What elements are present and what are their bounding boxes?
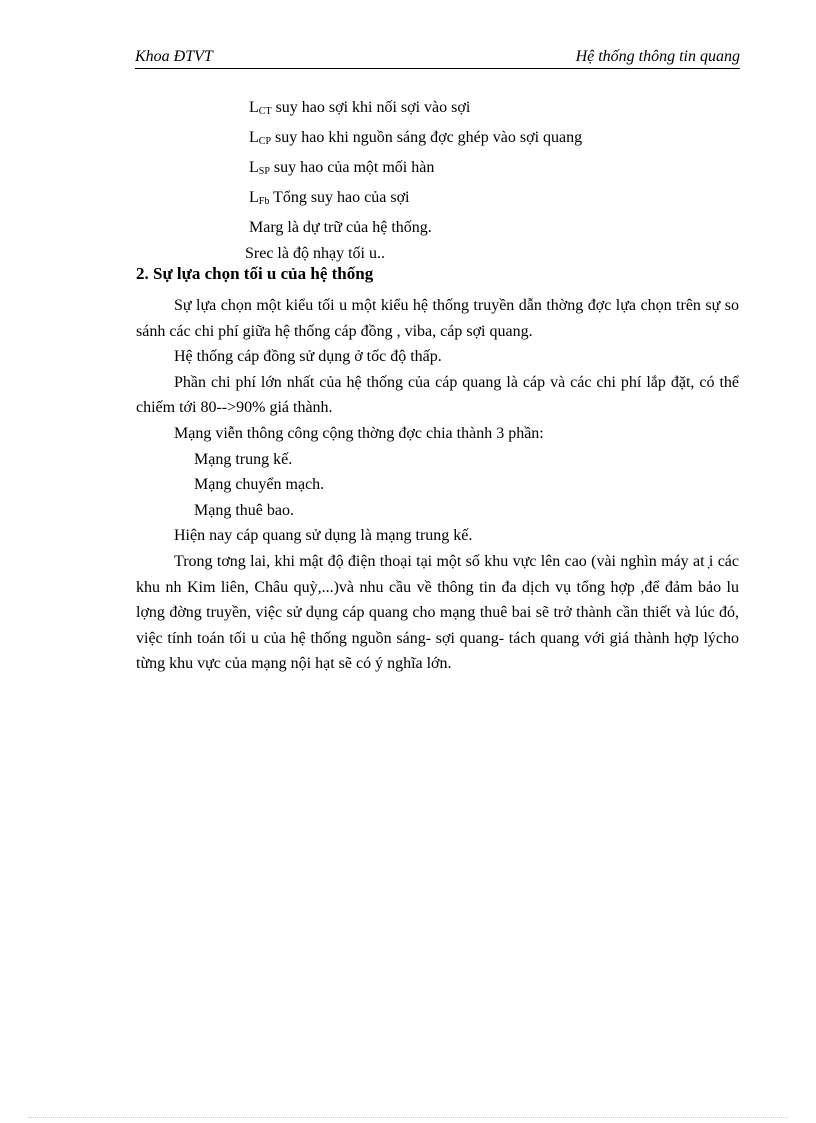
paragraph: Mạng viễn thông công cộng thờng đợc chia thành 3 phần: (174, 424, 544, 442)
page-bottom-rule (28, 1117, 788, 1118)
definition-srec: Srec là độ nhạy tối u.. (245, 245, 385, 262)
list-item: Mạng trung kế. (194, 450, 293, 468)
definition-lsp: $L_{SP}$ suy hao của một mối hàn (249, 159, 435, 177)
paragraph: Trong tơng lai, khi mật độ điện thoại tại một số khu vực lên cao (vài nghìn máy at ̣i các khu nh Kim liên, Châu quỳ,...)và nhu cầu về thông tin đa dịch vụ tổng hợp ,để đảm bảo lu lợng đờng truyền, việc sử dụng cáp quang cho mạng thuê bai sẽ trở thành cần thiết và lúc đó, việc tính toán tối u của hệ thống nguồn sáng- sợi quang- tách quang với giá thành hợp lýcho từng khu vực của mạng nội hạt sẽ có ý nghĩa lớn. (136, 552, 739, 673)
paragraph: Phần chi phí lớn nhất của hệ thống của cáp quang là cáp và các chi phí lắp đặt, có thể chiếm tới 80-->90% giá thành. (136, 373, 739, 417)
definition-marg: Marg là dự trữ của hệ thống. (249, 219, 432, 236)
body-text (136, 293, 739, 677)
definition-lct: $L_{CT}$ suy hao sợi khi nối sợi vào sợi (249, 99, 471, 117)
header-department: Khoa ĐTVT (135, 48, 213, 65)
page-header (135, 48, 740, 69)
paragraph: Sự lựa chọn một kiểu tối u một kiểu hệ thống truyền dẫn thờng đợc lựa chọn trên sự so sánh các chi phí giữa hệ thống cáp đồng , viba, cáp sợi quang. (136, 297, 739, 340)
paragraph: Hiện nay cáp quang sử dụng là mạng trung kế. (174, 527, 473, 545)
header-document-title: Hệ thống thông tin quang (575, 48, 740, 65)
paragraph: Hệ thống cáp đồng sử dụng ở tốc độ thấp. (174, 348, 442, 366)
list-item: Mạng chuyển mạch. (194, 476, 325, 494)
definition-lfb: $L_{Fb}$ Tổng suy hao của sợi (249, 189, 410, 207)
list-item: Mạng thuê bao. (194, 501, 294, 519)
section-heading: 2. Sự lựa chọn tối u của hệ thống (136, 264, 374, 283)
definitions-list (245, 95, 583, 267)
definition-lcp: $L_{CP}$ suy hao khi nguồn sáng đợc ghép vào sợi quang (249, 129, 583, 147)
